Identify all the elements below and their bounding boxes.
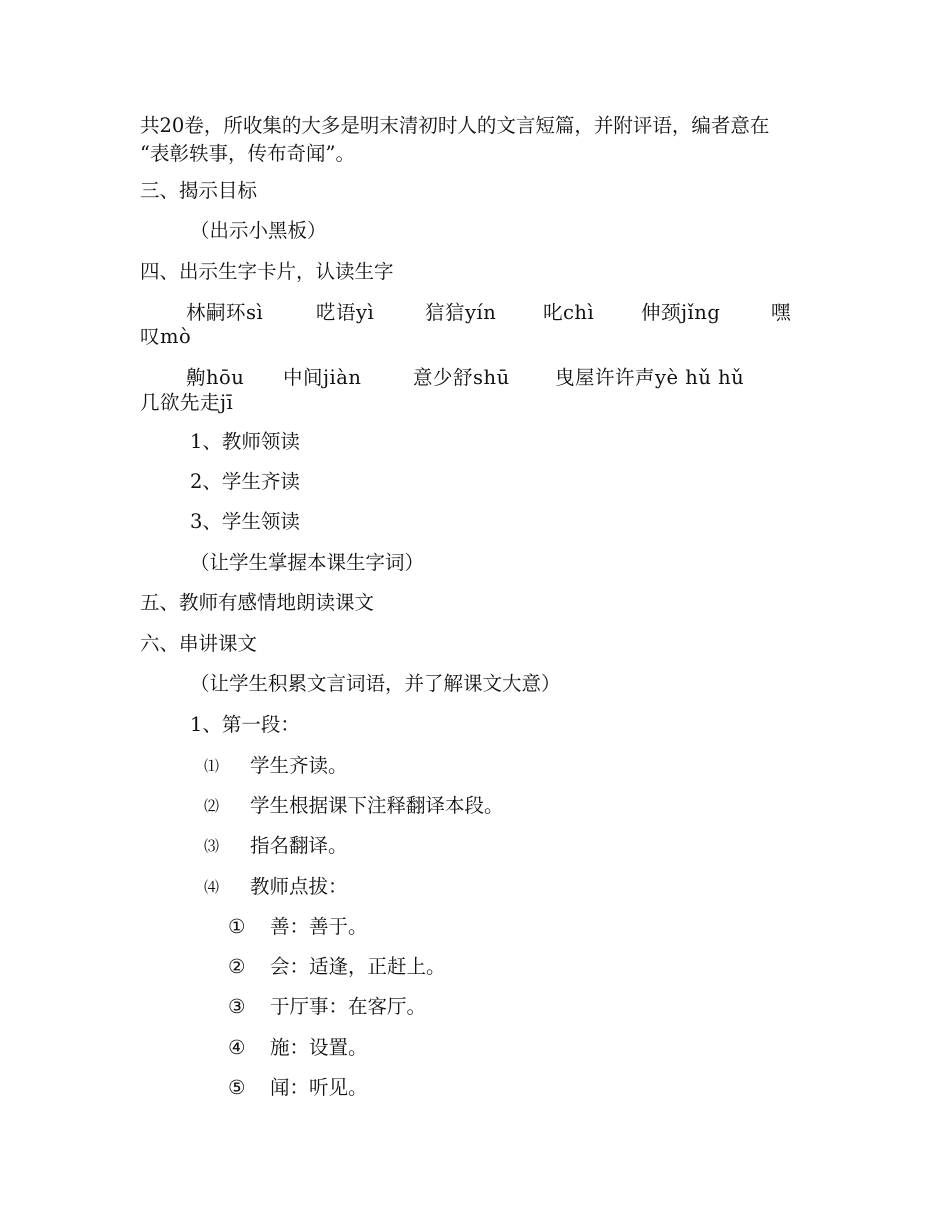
item-text: 学生齐读。: [250, 754, 348, 777]
vocab-item-wrap: 叹mò: [140, 325, 192, 348]
gloss-number: ⑤: [228, 1076, 246, 1099]
item-text: 指名翻译。: [250, 834, 348, 857]
gloss-text: 闻：听见。: [270, 1076, 368, 1099]
gloss-text: 于厅事：在客厅。: [270, 995, 427, 1018]
section-4-heading: 四、出示生字卡片，认读生字: [140, 260, 394, 283]
section-4-note: （让学生掌握本课生字词）: [190, 551, 425, 574]
section-6-heading: 六、串讲课文: [140, 632, 258, 655]
step-2: 2、学生齐读: [190, 470, 300, 493]
vocab-item: 呓语yì: [316, 301, 375, 324]
section-6-note: （让学生积累文言词语，并了解课文大意）: [190, 672, 561, 695]
vocab-item: 狺狺yín: [425, 301, 497, 324]
item-number: ⑶: [204, 837, 220, 855]
gloss-text: 施：设置。: [270, 1036, 368, 1059]
gloss-text: 善：善于。: [270, 915, 368, 938]
gloss-number: ④: [228, 1036, 246, 1059]
step-3: 3、学生领读: [190, 510, 300, 533]
intro-line-2: “表彰轶事，传布奇闻”。: [140, 142, 355, 165]
section-3-note: （出示小黑板）: [190, 219, 327, 242]
gloss-text: 会：适逢，正赶上。: [270, 955, 446, 978]
section-3-heading: 三、揭示目标: [140, 179, 258, 202]
vocab-item: 伸颈jǐng: [641, 301, 721, 324]
item-number: ⑷: [204, 878, 220, 896]
vocab-item-wrap: 几欲先走jī: [140, 391, 234, 414]
item-text: 学生根据课下注释翻译本段。: [250, 794, 504, 817]
item-number: ⑴: [204, 757, 220, 775]
item-text: 教师点拔：: [250, 875, 348, 898]
intro-line-1: 共20卷，所收集的大多是明末清初时人的文言短篇，并附评语，编者意在: [140, 114, 770, 137]
section-6-subheading: 1、第一段：: [190, 713, 300, 736]
vocab-item: 曳屋许许声yè hǔ hǔ: [555, 366, 745, 389]
step-1: 1、教师领读: [190, 430, 300, 453]
vocab-item: 中间jiàn: [283, 366, 362, 389]
vocab-item: 齁hōu: [186, 366, 245, 389]
gloss-number: ③: [228, 995, 246, 1018]
vocab-item: 嘿: [771, 301, 792, 324]
vocab-item: 意少舒shū: [413, 366, 510, 389]
section-5-heading: 五、教师有感情地朗读课文: [140, 591, 375, 614]
gloss-number: ②: [228, 955, 246, 978]
vocab-item: 叱chì: [543, 301, 595, 324]
gloss-number: ①: [228, 915, 246, 938]
item-number: ⑵: [204, 797, 220, 815]
vocab-item: 林嗣环sì: [186, 301, 264, 324]
